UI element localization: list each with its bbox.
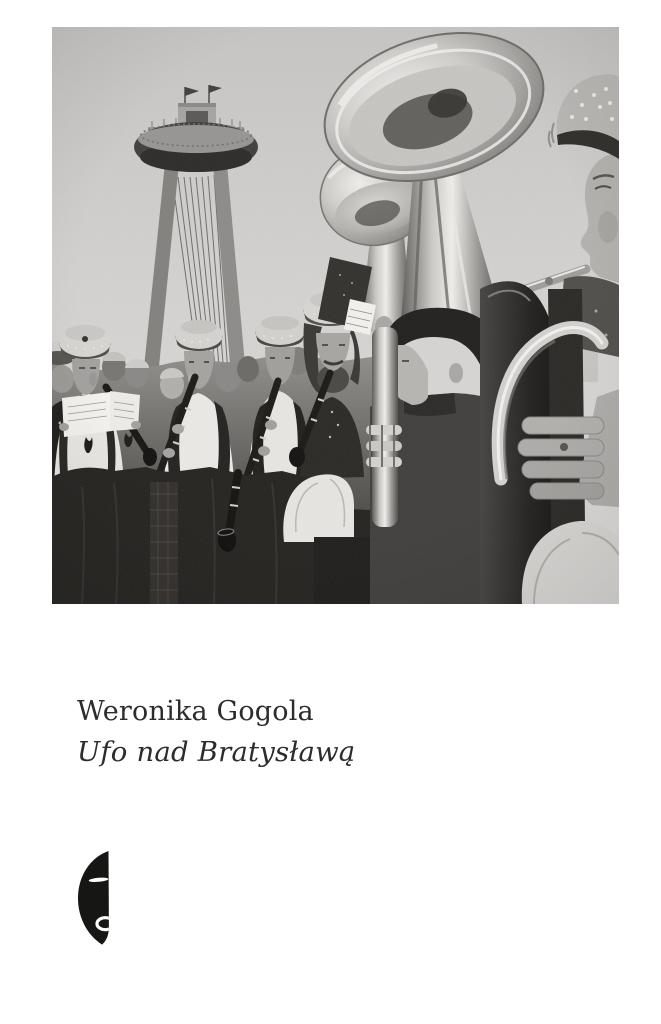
author-name: Weronika Gogola — [77, 696, 314, 727]
czarne-mask-icon — [77, 851, 110, 946]
cover-photo-illustration — [52, 27, 619, 604]
title-block — [77, 692, 355, 773]
book-title: Ufo nad Bratysławą — [77, 736, 356, 768]
cover-photo — [52, 27, 619, 604]
publisher-logo — [77, 851, 110, 946]
